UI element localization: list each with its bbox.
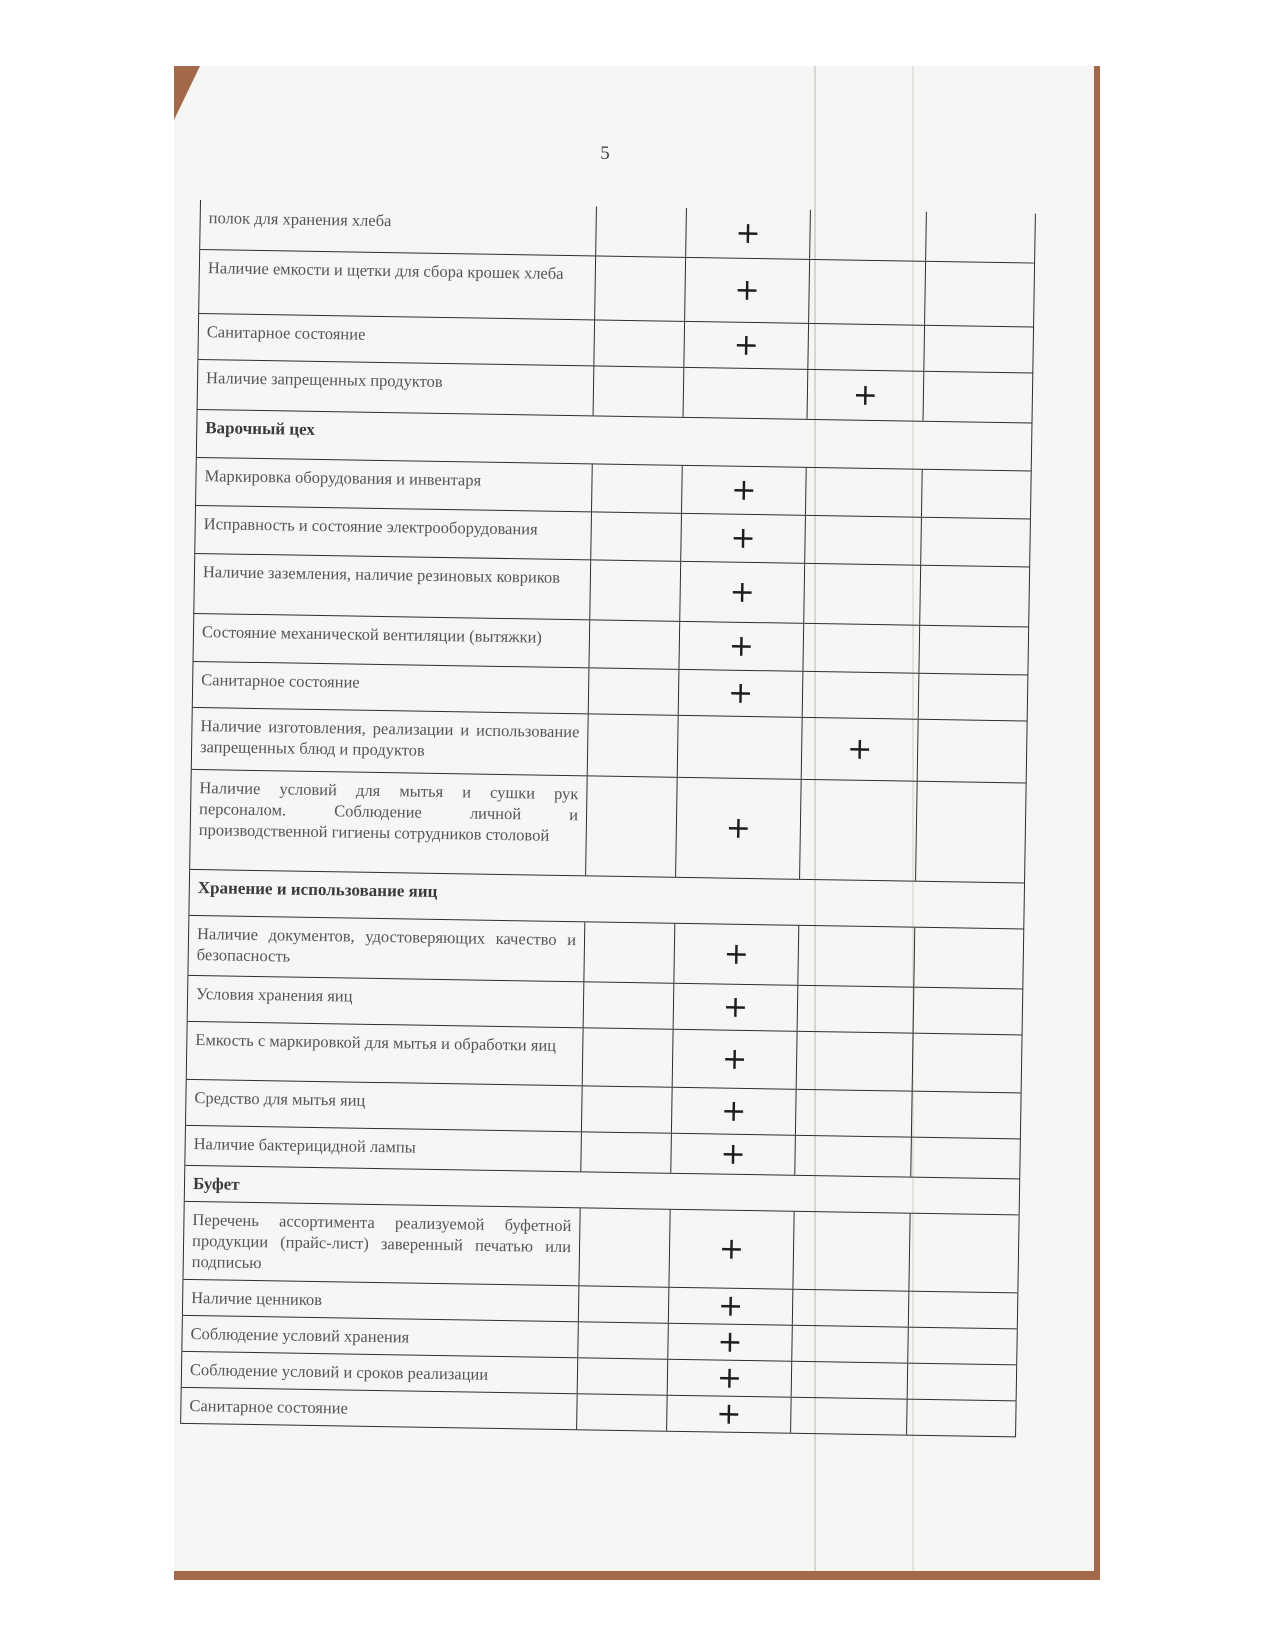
table-cell-col-3 — [790, 1398, 907, 1435]
section-title: Хранение и использование яиц — [188, 870, 1025, 929]
table-cell-col-1 — [587, 714, 678, 776]
table-cell-col-1 — [581, 1086, 672, 1132]
table-cell-col-4 — [924, 262, 1035, 327]
table-cell-col-3 — [791, 1362, 908, 1399]
table-cell-col-1 — [582, 1028, 673, 1086]
table-cell-col-1 — [589, 560, 680, 620]
table-cell-col-1 — [580, 1132, 671, 1172]
criterion-text: Наличие документов, удостоверяющих качество и безопасность — [187, 916, 584, 981]
table-cell-col-3 — [803, 564, 920, 625]
criterion-text: Санитарное состояние — [180, 1388, 577, 1429]
table-cell-col-1 — [588, 620, 679, 668]
table-cell-col-2 — [679, 562, 804, 623]
table-cell-col-3 — [792, 1290, 909, 1327]
table-cell-col-4 — [923, 372, 1034, 423]
table-cell-col-1 — [593, 366, 684, 416]
table-cell-col-1 — [578, 1286, 669, 1322]
table-cell-col-3 — [797, 926, 914, 987]
table-cell-col-1 — [583, 982, 674, 1028]
handwritten-plus-mark: + — [721, 1041, 748, 1077]
table-cell-col-2 — [668, 1288, 793, 1325]
criterion-text: Средство для мытья яиц — [185, 1080, 582, 1131]
table-cell-col-2 — [678, 622, 803, 671]
criterion-text: полок для хранения хлеба — [199, 200, 596, 255]
table-cell-col-4 — [912, 1034, 1023, 1093]
table-row — [189, 770, 1027, 884]
table-cell-col-3 — [797, 986, 914, 1033]
table-cell-col-2 — [683, 368, 808, 419]
handwritten-plus-mark: + — [717, 1288, 744, 1324]
table-cell-col-4 — [918, 626, 1029, 675]
table-cell-col-4 — [918, 674, 1029, 721]
table-cell-col-4 — [920, 518, 1031, 567]
criterion-text: Емкость с маркировкой для мытья и обработки яиц — [186, 1022, 583, 1085]
inspection-checklist-table — [180, 200, 1036, 1437]
table-cell-col-3 — [796, 1032, 913, 1091]
table-cell-col-2 — [668, 1210, 793, 1289]
handwritten-plus-mark: + — [716, 1396, 742, 1432]
page-number: 5 — [600, 143, 610, 164]
table-cell-col-1 — [588, 668, 679, 714]
table-cell-col-2 — [667, 1324, 792, 1361]
table-cell-col-1 — [583, 922, 674, 982]
table-cell-col-3 — [794, 1136, 911, 1177]
table-cell-col-1 — [593, 320, 684, 366]
handwritten-plus-mark: + — [735, 215, 761, 251]
table-cell-col-4 — [910, 1138, 1021, 1179]
criterion-text: Наличие ценников — [182, 1280, 579, 1321]
table-cell-col-1 — [595, 206, 686, 256]
handwritten-plus-mark: + — [725, 810, 752, 846]
handwritten-plus-mark: + — [727, 675, 754, 711]
table-cell-col-4 — [925, 212, 1036, 263]
table-cell-col-3 — [799, 780, 917, 881]
criterion-text: Соблюдение условий хранения — [181, 1316, 578, 1357]
table-cell-col-3 — [795, 1090, 912, 1137]
handwritten-plus-mark: + — [733, 327, 760, 363]
criterion-text: Наличие заземления, наличие резиновых ковриков — [193, 554, 590, 619]
handwritten-plus-mark: + — [717, 1324, 743, 1360]
handwritten-plus-mark: + — [729, 574, 756, 610]
criterion-text: Исправность и состояние электрооборудования — [194, 506, 591, 559]
table-cell-col-2 — [666, 1396, 791, 1433]
table-cell-col-4 — [923, 326, 1034, 373]
handwritten-plus-mark: + — [734, 272, 760, 308]
table-row — [182, 1202, 1019, 1294]
table-cell-col-3 — [807, 324, 924, 371]
table-cell-col-4 — [908, 1214, 1019, 1293]
table-cell-col-3 — [802, 672, 919, 719]
criterion-text: Состояние механической вентиляции (вытяжки) — [193, 614, 590, 667]
table-cell-col-3 — [804, 516, 921, 565]
handwritten-plus-mark: + — [723, 936, 750, 972]
handwritten-plus-mark: + — [852, 377, 879, 413]
table-cell-col-1 — [578, 1208, 669, 1286]
table-cell-col-2 — [684, 258, 809, 323]
table-cell-col-1 — [576, 1394, 667, 1430]
handwritten-plus-mark: + — [731, 472, 757, 508]
table-cell-col-3 — [802, 624, 919, 673]
table-cell-col-4 — [921, 470, 1032, 519]
table-cell-col-2 — [677, 716, 802, 779]
table-cell-col-3 — [808, 260, 925, 325]
table-cell-col-1 — [577, 1358, 668, 1394]
table-cell-col-4 — [913, 928, 1024, 989]
handwritten-plus-mark: + — [846, 731, 873, 767]
table-cell-col-1 — [585, 776, 677, 876]
handwritten-plus-mark: + — [720, 1093, 747, 1129]
table-cell-col-3 — [809, 210, 926, 261]
criterion-text: Соблюдение условий и сроков реализации — [181, 1352, 578, 1393]
handwritten-plus-mark: + — [728, 628, 755, 664]
criterion-text: Санитарное состояние — [197, 314, 594, 365]
criterion-text: Наличие условий для мытья и сушки рук персоналом. Соблюдение личной и производственной гигиены сотрудников столовой — [189, 770, 587, 875]
table-cell-col-3 — [792, 1212, 909, 1291]
criterion-text: Маркировка оборудования и инвентаря — [195, 458, 592, 511]
table-cell-col-3 — [807, 370, 924, 421]
table-cell-col-1 — [594, 256, 685, 320]
table-cell-col-3 — [801, 718, 918, 781]
table-cell-col-4 — [919, 566, 1030, 627]
table-cell-col-2 — [670, 1134, 795, 1175]
table-cell-col-2 — [680, 514, 805, 563]
table-cell-col-4 — [907, 1364, 1018, 1401]
criterion-text: Наличие изготовления, реализации и использование запрещенных блюд и продуктов — [191, 708, 588, 775]
table-cell-col-2 — [685, 208, 810, 259]
criterion-text: Наличие емкости и щетки для сбора крошек хлеба — [198, 250, 595, 319]
table-cell-col-4 — [907, 1328, 1018, 1365]
table-cell-col-2 — [673, 924, 798, 985]
table-cell-col-4 — [913, 988, 1024, 1035]
table-cell-col-1 — [590, 512, 681, 560]
table-cell-col-4 — [917, 720, 1028, 783]
table-cell-col-4 — [908, 1292, 1019, 1329]
table-cell-col-4 — [911, 1092, 1022, 1139]
criterion-text: Условия хранения яиц — [187, 976, 584, 1027]
table-cell-col-2 — [675, 778, 801, 879]
table-cell-col-3 — [805, 468, 922, 517]
criterion-text: Перечень ассортимента реализуемой буфетной продукции (прайс-лист) заверенный печатью или подписью — [182, 1202, 579, 1285]
handwritten-plus-mark: + — [718, 1231, 745, 1267]
handwritten-plus-mark: + — [722, 989, 749, 1025]
criterion-text: Наличие запрещенных продуктов — [197, 360, 594, 415]
table-cell-col-2 — [678, 670, 803, 717]
table-cell-col-4 — [906, 1400, 1017, 1437]
handwritten-plus-mark: + — [716, 1360, 743, 1396]
handwritten-plus-mark: + — [730, 520, 756, 556]
table-cell-col-3 — [791, 1326, 908, 1363]
criterion-text: Наличие бактерицидной лампы — [184, 1126, 581, 1171]
section-title: Варочный цех — [196, 410, 1033, 471]
handwritten-plus-mark: + — [720, 1136, 746, 1172]
table-cell-col-2 — [672, 1030, 797, 1089]
table-cell-col-2 — [671, 1088, 796, 1135]
table-cell-col-2 — [667, 1360, 792, 1397]
table-cell-col-4 — [915, 782, 1027, 883]
criterion-text: Санитарное состояние — [192, 662, 589, 713]
table-cell-col-2 — [683, 322, 808, 369]
table-cell-col-1 — [577, 1322, 668, 1358]
table-cell-col-1 — [591, 464, 682, 512]
table-cell-col-2 — [673, 984, 798, 1031]
section-title: Буфет — [184, 1166, 1020, 1215]
table-cell-col-2 — [681, 466, 806, 515]
